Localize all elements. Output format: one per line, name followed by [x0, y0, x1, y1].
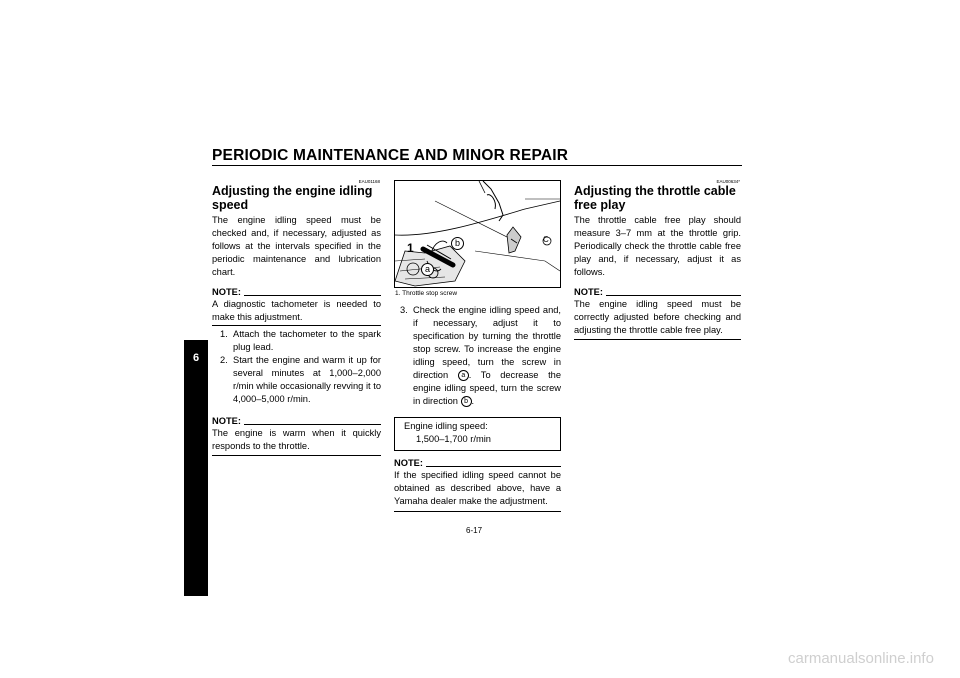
footer-watermark: carmanualsonline.info [788, 650, 934, 667]
chapter-tab-label: 6 [192, 352, 200, 364]
note-rule [606, 295, 741, 296]
list-item [400, 304, 561, 408]
list-item-number: 2. [220, 355, 228, 365]
list-item-text [400, 304, 561, 408]
step-text: Check the engine idling speed and, if necessary, adjust it to specification by turning the throttle stop screw. To increase the engine idling speed, turn the screw in direction [413, 305, 561, 380]
note-text: The engine is warm when it quickly responds to the throttle. [212, 428, 381, 451]
figure-callout-a: a [421, 263, 434, 276]
figure-callout-b: b [451, 237, 464, 250]
list-item [220, 354, 381, 406]
figure-callout-1: 1 [407, 241, 414, 255]
note-label: NOTE: [394, 458, 423, 468]
direction-b-symbol: b [461, 396, 472, 407]
note-end-rule [394, 511, 561, 512]
section-heading-idling: Adjusting the engine idling speed [212, 184, 373, 212]
chapter-tab [184, 340, 208, 596]
section-code: EAU00634* [716, 179, 740, 184]
spec-box [394, 417, 561, 451]
note-label: NOTE: [212, 416, 241, 426]
section-code: EAU01168 [358, 179, 380, 184]
note-rule [426, 466, 561, 467]
engine-illustration [395, 181, 560, 287]
step-text: . [471, 396, 475, 406]
throttle-intro: The throttle cable free play should measure 3–7 mm at the throttle grip. Periodically check the throttle cable free play and, if necessary, adjust it as follows. [574, 215, 741, 277]
note-text: A diagnostic tachometer is needed to make this adjustment. [212, 299, 381, 322]
note-text: If the specified idling speed cannot be obtained as described above, have a Yamaha dealer make the adjustment. [394, 470, 561, 506]
list-item-text: Start the engine and warm it up for several minutes at 1,000–2,000 r/min while occasionally revving it to 4,000–5,000 r/min. [233, 355, 381, 404]
note-label: NOTE: [212, 287, 241, 297]
idling-intro: The engine idling speed must be checked and, if necessary, adjusted as follows at the intervals specified in the periodic maintenance and lubrication chart. [212, 215, 381, 277]
note-rule [244, 424, 381, 425]
figure-caption: 1. Throttle stop screw [395, 290, 458, 297]
spec-label: Engine idling speed: [404, 421, 488, 431]
direction-a-symbol: a [458, 370, 469, 381]
note-end-rule [212, 455, 381, 456]
spec-value: 1,500–1,700 r/min [416, 434, 491, 444]
list-item-number: 1. [220, 329, 228, 339]
note-label: NOTE: [574, 287, 603, 297]
list-item-text: Attach the tachometer to the spark plug lead. [233, 329, 381, 352]
note-end-rule [212, 325, 381, 326]
step-text: . To decrease the engine idling speed, turn the screw in direction [413, 370, 561, 406]
list-item [220, 328, 381, 354]
page-number: 6-17 [466, 526, 483, 535]
note-rule [244, 295, 381, 296]
list-item-number: 3. [400, 305, 408, 315]
throttle-stop-screw-figure [394, 180, 561, 288]
figure-marking: C [543, 235, 549, 244]
page-header-title: PERIODIC MAINTENANCE AND MINOR REPAIR [212, 147, 569, 164]
section-heading-throttle: Adjusting the throttle cable free play [574, 184, 736, 212]
note-text: The engine idling speed must be correctly adjusted before checking and adjusting the throttle cable free play. [574, 299, 741, 335]
header-rule [212, 165, 742, 166]
note-end-rule [574, 339, 741, 340]
